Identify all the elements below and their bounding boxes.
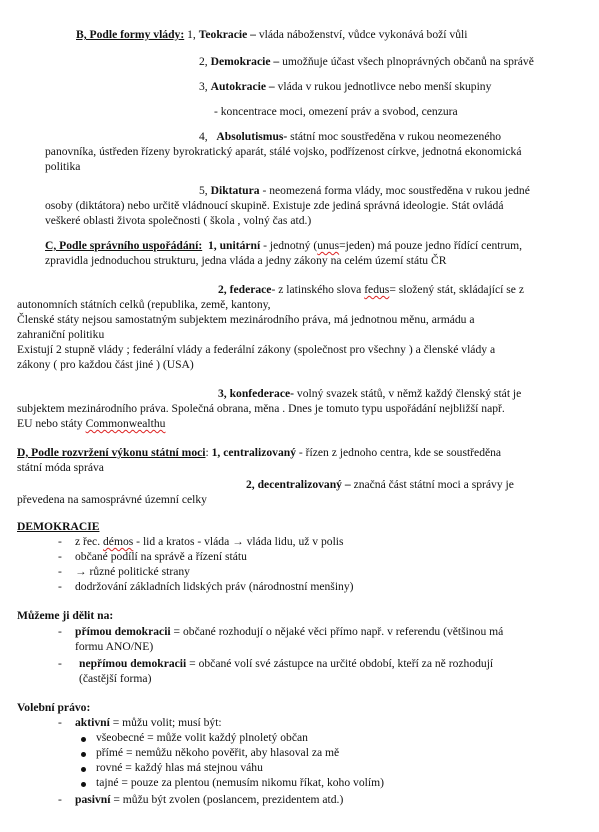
volebni-heading: Volební právo: <box>17 701 91 714</box>
dash-marker: - <box>58 550 62 563</box>
federace-line-3: Členské státy nejsou samostatným subjektem mezinárodního práva, má jednotnou měnu, armádu a <box>17 313 475 326</box>
aktivni-bullet-4: tajné = pouze za plentou (nemusím nikomu říkat, koho volím) <box>96 776 384 789</box>
diktatura-line-1: 5, Diktatura - neomezená forma vlády, moc soustředěna v rukou jedné <box>199 184 530 197</box>
bullet-marker <box>81 752 86 757</box>
diktatura-line-3: veškeré oblasti života společnosti ( škola , volný čas atd.) <box>45 214 312 227</box>
term-autokracie: Autokracie <box>210 80 266 93</box>
term-centralizovany: centralizovaný <box>223 446 297 459</box>
aktivni-bullet-1: všeobecné = může volit každý plnoletý občan <box>96 731 308 744</box>
term-primou: přímou demokracii <box>75 625 171 638</box>
delit-heading: Můžeme ji dělit na: <box>17 609 114 622</box>
konfederace-line-3: EU nebo státy Commonwealthu <box>17 417 166 430</box>
federace-line-5: Existují 2 stupně vlády ; federální vlády a federální zákony (společnost pro všechny ) a členské vlády a <box>17 343 496 356</box>
sec-c-line-1: C, Podle správního uspořádání: 1, unitární - jednotný (unus=jeden) má pouze jedno řídící centrum, <box>45 239 523 252</box>
absolutismus-line-2: panovníka, ústředen řízeny byrokratický aparát, stálé vojsko, podřízenost církve, jednotná ekonomická <box>45 145 522 158</box>
dash-marker: - <box>58 565 62 578</box>
sec-b-line-2: 2, Demokracie – umožňuje účast všech plnoprávných občanů na správě <box>199 55 534 68</box>
absolutismus-line-3: politika <box>45 160 81 173</box>
term-teokracie: Teokracie <box>198 28 248 41</box>
federace-line-6: zákony ( pro každou část jiné ) (USA) <box>17 358 194 371</box>
term-demokracie: Demokracie <box>210 55 271 68</box>
term-aktivni: aktivní <box>75 716 110 729</box>
primou-line-2: formu ANO/NE) <box>75 640 154 653</box>
term-unitarni: unitární <box>219 239 261 252</box>
neprimou-line-1: nepřímou demokracii = občané volí své zástupce na určité období, kteří za ně rozhodují <box>79 657 494 670</box>
federace-line-1: 2, federace- z latinského slova fedus= složený stát, skládající se z <box>218 283 524 296</box>
dash-marker: - <box>58 716 62 729</box>
autokracie-note: - koncentrace moci, omezení práv a svobod, cenzura <box>214 105 458 118</box>
dash-marker: - <box>58 535 62 548</box>
dash-marker: - <box>58 793 62 806</box>
aktivni-bullet-2: přímé = nemůžu někoho pověřit, aby hlasoval za mě <box>96 746 340 759</box>
diktatura-line-2: osoby (diktátora) nebo určitě vládnoucí skupině. Existuje zde jediná správná ideologie. Stát ovládá <box>45 199 504 212</box>
unitarni-line-2: zpravidla jednoduchou strukturu, jedna vláda a jedny zákony na celém území státu ČR <box>45 254 447 267</box>
term-pasivni: pasivní <box>75 793 111 806</box>
demokracie-item-1: z řec. démos - lid a kratos - vláda → vláda lidu, už v polis <box>75 535 344 548</box>
federace-line-4: zahraniční politiku <box>17 328 105 341</box>
term-diktatura: Diktatura <box>210 184 260 197</box>
centralizovany-line-2: státní móda správa <box>17 461 104 474</box>
konfederace-line-1: 3, konfederace- volný svazek států, v němž každý členský stát je <box>218 387 522 400</box>
neprimou-line-2: (častější forma) <box>79 672 152 685</box>
sec-b-line-3: 3, Autokracie – vláda v rukou jednotlivce nebo menší skupiny <box>199 80 492 93</box>
dash-marker: - <box>58 625 62 638</box>
aktivni-bullet-3: rovné = každý hlas má stejnou váhu <box>96 761 263 774</box>
term-konfederace: konfederace- <box>229 387 294 400</box>
term-absolutismus: Absolutismus- <box>216 130 288 143</box>
federace-line-2: autonomních státních celků (republika, země, kantony, <box>17 298 271 311</box>
term-neprimou: nepřímou demokracii <box>79 657 187 670</box>
sec-d-heading: D, Podle rozvržení výkonu státní moci <box>17 446 206 459</box>
konfederace-line-2: subjektem mezinárodního práva. Společná obrana, měna . Dnes je tomuto typu uspořádání nejbližší např. <box>17 402 505 415</box>
aktivni-line: aktivní = můžu volit; musí být: <box>75 716 222 729</box>
bullet-marker <box>81 767 86 772</box>
primou-line-1: přímou demokracii = občané rozhodují o nějaké věci přímo např. v referendu (většinou má <box>75 625 504 638</box>
pasivni-line: pasivní = můžu být zvolen (poslancem, prezidentem atd.) <box>75 793 344 806</box>
demokracie-item-3: → různé politické strany <box>75 565 190 578</box>
sec-c-heading: C, Podle správního uspořádání: <box>45 239 203 252</box>
term-decentralizovany: decentralizovaný – <box>257 478 351 491</box>
dash-marker: - <box>58 580 62 593</box>
sec-b-heading: B, Podle formy vlády: <box>76 28 185 41</box>
sec-b-line-1: B, Podle formy vlády: 1, Teokracie – vláda náboženství, vůdce vykonává boží vůli <box>76 28 468 41</box>
bullet-marker <box>81 737 86 742</box>
absolutismus-line-1: 4, Absolutismus- státní moc soustředěna v rukou neomezeného <box>199 130 502 143</box>
sec-d-line-1: D, Podle rozvržení výkonu státní moci: 1, centralizovaný - řízen z jednoho centra, kde se soustředěna <box>17 446 502 459</box>
dash-marker: - <box>58 657 62 670</box>
decentralizovany-line-2: převedena na samosprávné územní celky <box>17 493 207 506</box>
decentralizovany-line-1: 2, decentralizovaný – značná část státní moci a správy je <box>246 478 514 491</box>
demokracie-item-2: občané podílí na správě a řízení státu <box>75 550 247 563</box>
bullet-marker <box>81 782 86 787</box>
demokracie-item-4: dodržování základních lidských práv (národnostní menšiny) <box>75 580 354 593</box>
term-federace: federace <box>229 283 272 296</box>
demokracie-heading: DEMOKRACIE <box>17 520 100 533</box>
